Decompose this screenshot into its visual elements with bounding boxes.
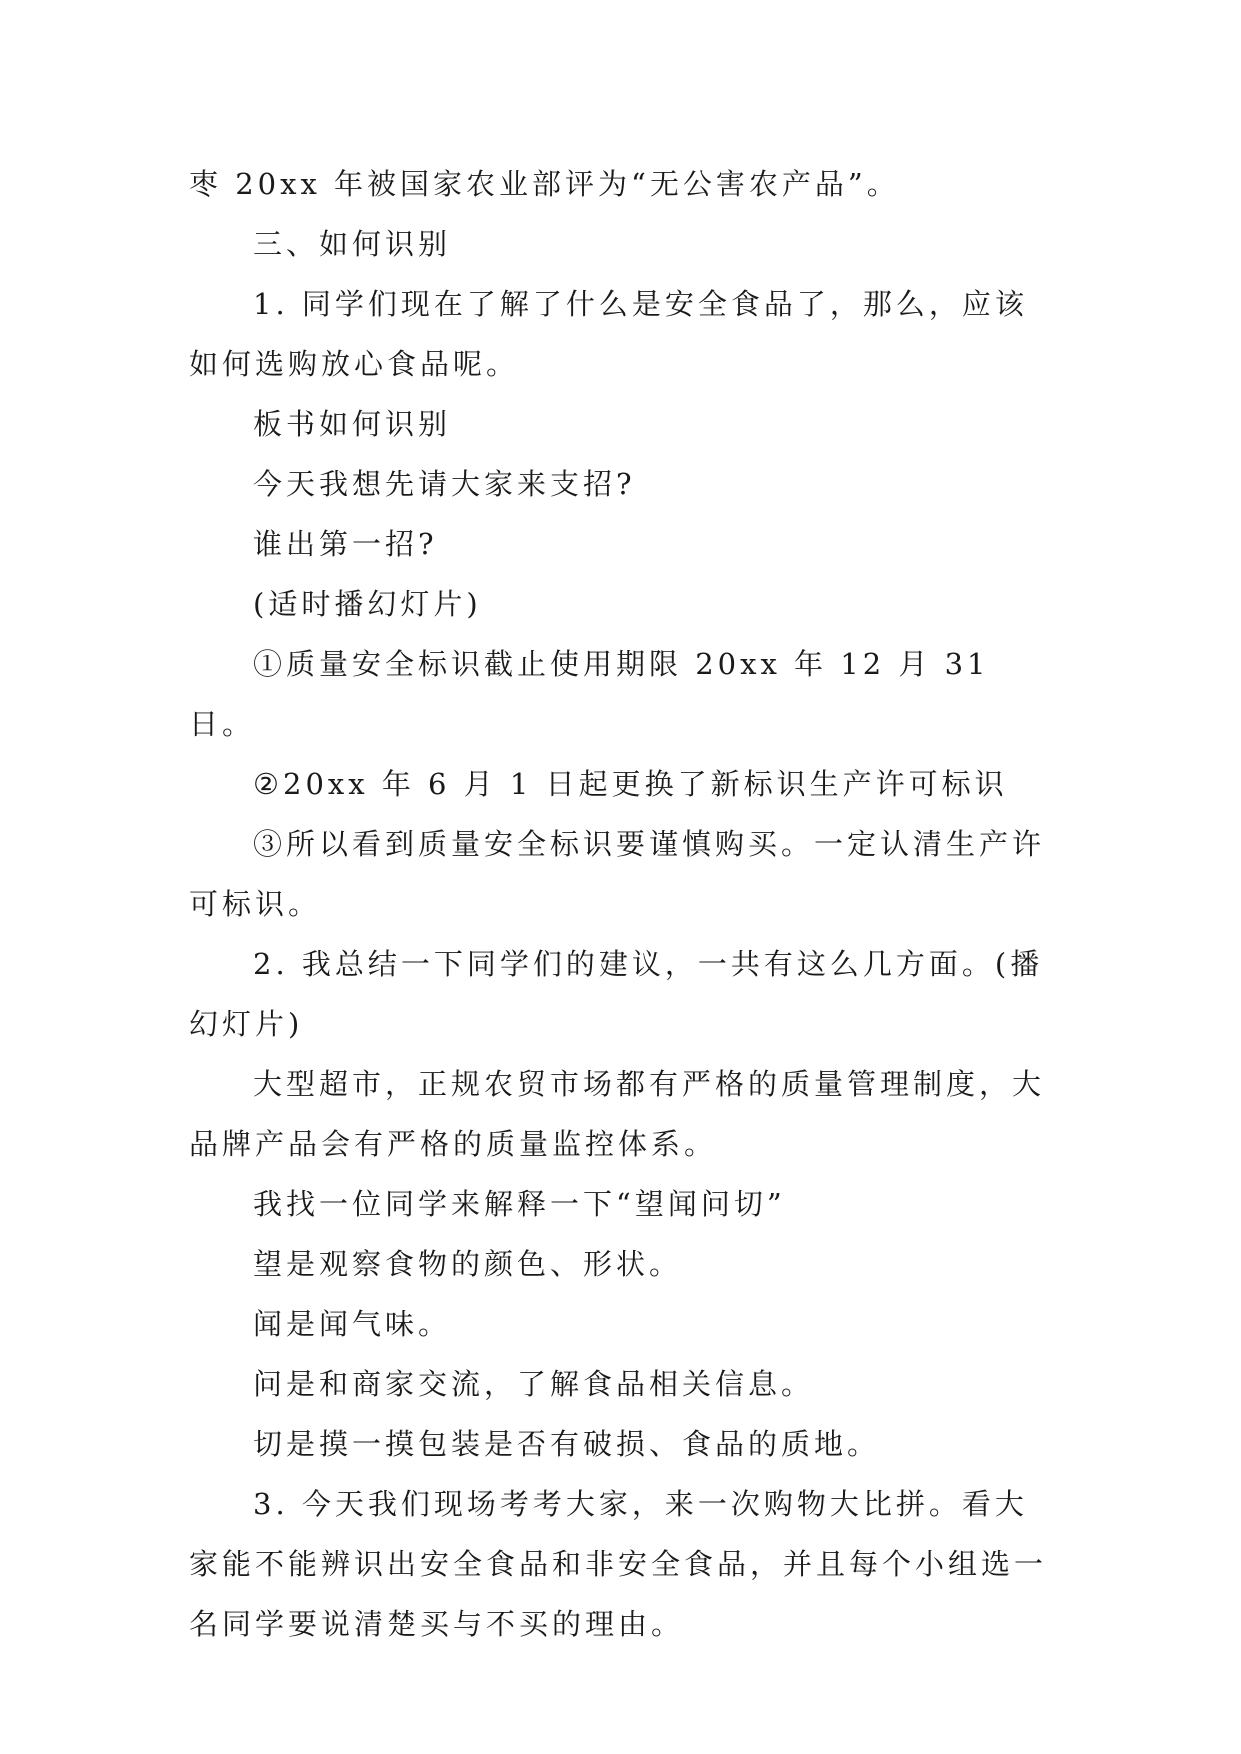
paragraph: 问是和商家交流，了解食品相关信息。 <box>253 1367 815 1401</box>
paragraph: 板书如何识别 <box>253 407 452 441</box>
paragraph: 枣 20xx 年被国家农业部评为“无公害农产品”。 <box>189 167 900 201</box>
paragraph: 谁出第一招? <box>253 527 438 561</box>
paragraph: 今天我想先请大家来支招? <box>253 467 636 501</box>
paragraph: 2. 我总结一下同学们的建议，一共有这么几方面。(播幻灯片) <box>189 947 1044 1041</box>
list-item: ③所以看到质量安全标识要谨慎购买。一定认清生产许可标识。 <box>189 827 1046 921</box>
section-heading: 三、如何识别 <box>253 227 452 261</box>
document-body <box>189 154 1054 1654</box>
list-item: ①质量安全标识截止使用期限 20xx 年 12 月 31 日。 <box>189 647 990 741</box>
paragraph: 望是观察食物的颜色、形状。 <box>253 1247 683 1281</box>
paragraph: (适时播幻灯片) <box>253 587 482 621</box>
paragraph: 闻是闻气味。 <box>253 1307 452 1341</box>
paragraph: 我找一位同学来解释一下“望闻问切” <box>253 1187 786 1221</box>
paragraph: 大型超市，正规农贸市场都有严格的质量管理制度，大品牌产品会有严格的质量监控体系。 <box>189 1067 1046 1161</box>
paragraph: 1. 同学们现在了解了什么是安全食品了，那么，应该如何选购放心食品呢。 <box>189 287 1028 381</box>
paragraph: 切是摸一摸包装是否有破损、食品的质地。 <box>253 1427 881 1461</box>
paragraph: 3. 今天我们现场考考大家，来一次购物大比拼。看大家能不能辨识出安全食品和非安全食品，并且每个小组选一名同学要说清楚买与不买的理由。 <box>189 1487 1048 1641</box>
list-item: ②20xx 年 6 月 1 日起更换了新标识生产许可标识 <box>253 767 1008 801</box>
